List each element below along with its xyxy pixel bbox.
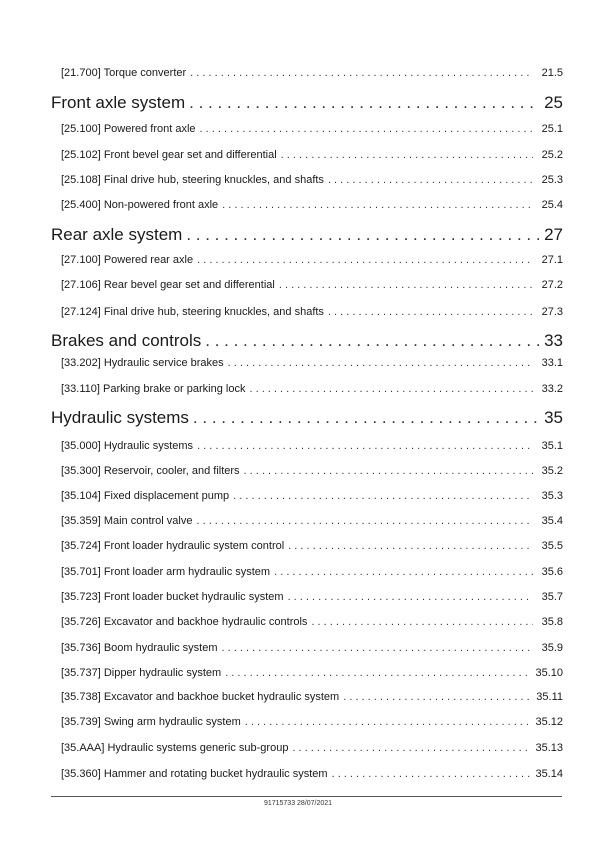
toc-leader-dots	[288, 590, 533, 604]
toc-entry-title: Brakes and controls	[51, 331, 202, 350]
toc-page-number: 35.13	[535, 742, 563, 754]
toc-entry-title: [35.723] Front loader bucket hydraulic system	[61, 591, 284, 603]
toc-leader-dots	[328, 305, 533, 319]
toc-leader-dots	[197, 439, 533, 453]
toc-page-number: 35.12	[535, 716, 563, 728]
toc-page-number: 35.4	[541, 515, 563, 527]
toc-page-number: 27.3	[541, 306, 563, 318]
toc-entry-title: [27.106] Rear bevel gear set and differential	[61, 279, 275, 291]
toc-subsection-entry[interactable]	[0, 741, 596, 755]
toc-page-number: 25.4	[541, 199, 563, 211]
toc-subsection-entry[interactable]	[0, 198, 596, 212]
toc-page-number: 35.2	[541, 465, 563, 477]
toc-leader-dots	[190, 66, 533, 80]
toc-entry-title: [25.102] Front bevel gear set and differential	[61, 149, 277, 161]
toc-subsection-entry[interactable]	[0, 356, 596, 370]
toc-subsection-entry[interactable]	[0, 690, 596, 704]
toc-leader-dots	[197, 253, 533, 267]
toc-entry-title: [35.000] Hydraulic systems	[61, 440, 194, 452]
toc-leader-dots	[225, 666, 531, 680]
toc-subsection-entry[interactable]	[0, 514, 596, 528]
toc-entry-title: [27.124] Final drive hub, steering knuckles, and shafts	[61, 306, 324, 318]
toc-subsection-entry[interactable]	[0, 122, 596, 136]
toc-entry-title: [35.726] Excavator and backhoe hydraulic controls	[61, 616, 308, 628]
toc-entry-title: [35.104] Fixed displacement pump	[61, 490, 230, 502]
toc-entry-title: [25.108] Final drive hub, steering knuckles, and shafts	[61, 174, 324, 186]
toc-page-number: 21.5	[541, 67, 563, 79]
toc-subsection-entry[interactable]	[0, 66, 596, 80]
toc-page-number: 25	[544, 93, 563, 112]
toc-page-number: 25.2	[541, 149, 563, 161]
toc-entry-title: [33.110] Parking brake or parking lock	[61, 383, 246, 395]
toc-page-number: 35.5	[541, 540, 563, 552]
toc-subsection-entry[interactable]	[0, 253, 596, 267]
toc-leader-dots	[244, 464, 533, 478]
toc-subsection-entry[interactable]	[0, 439, 596, 453]
toc-page-number: 35	[544, 408, 563, 427]
toc-leader-dots	[249, 382, 533, 396]
toc-subsection-entry[interactable]	[0, 641, 596, 655]
toc-entry-title: [35.724] Front loader hydraulic system control	[61, 540, 285, 552]
toc-entry-title: [35.AAA] Hydraulic systems generic sub-group	[61, 742, 289, 754]
toc-entry-title: [21.700] Torque converter	[61, 67, 187, 79]
toc-page-number: 33.1	[541, 357, 563, 369]
toc-entry-title: [35.300] Reservoir, cooler, and filters	[61, 465, 240, 477]
toc-leader-dots	[332, 767, 532, 781]
toc-leader-dots	[274, 565, 533, 579]
toc-section-entry[interactable]	[0, 225, 596, 245]
toc-subsection-entry[interactable]	[0, 464, 596, 478]
toc-leader-dots	[196, 514, 533, 528]
toc-entry-title: [27.100] Powered rear axle	[61, 254, 194, 266]
toc-page-number: 25.1	[541, 123, 563, 135]
toc-page-number: 35.1	[541, 440, 563, 452]
toc-leader-dots	[222, 198, 533, 212]
footer-code: 91715733 28/07/2021	[263, 800, 333, 807]
toc-entry-title: [25.100] Powered front axle	[61, 123, 196, 135]
toc-subsection-entry[interactable]	[0, 767, 596, 781]
toc-leader-dots	[233, 489, 533, 503]
toc-subsection-entry[interactable]	[0, 615, 596, 629]
toc-subsection-entry[interactable]	[0, 278, 596, 292]
toc-page-number: 35.7	[541, 591, 563, 603]
toc-page-number: 27.2	[541, 279, 563, 291]
toc-leader-dots	[328, 173, 533, 187]
toc-leader-dots	[189, 93, 539, 113]
toc-leader-dots	[200, 122, 533, 136]
toc-page-number: 35.9	[541, 642, 563, 654]
toc-leader-dots	[186, 225, 539, 245]
toc-section-entry[interactable]	[0, 408, 596, 428]
toc-leader-dots	[228, 356, 533, 370]
toc-leader-dots	[222, 641, 533, 655]
toc-page-number: 27.1	[541, 254, 563, 266]
toc-leader-dots	[279, 278, 533, 292]
toc-page-number: 35.6	[541, 566, 563, 578]
toc-subsection-entry[interactable]	[0, 565, 596, 579]
toc-page-number: 35.3	[541, 490, 563, 502]
toc-page-number: 33.2	[541, 383, 563, 395]
toc-page-number: 35.10	[535, 667, 563, 679]
toc-entry-title: [35.737] Dipper hydraulic system	[61, 667, 222, 679]
toc-leader-dots	[193, 408, 539, 428]
toc-leader-dots	[245, 715, 532, 729]
toc-entry-title: Hydraulic systems	[51, 408, 189, 427]
toc-entry-title: [35.739] Swing arm hydraulic system	[61, 716, 241, 728]
toc-subsection-entry[interactable]	[0, 666, 596, 680]
toc-leader-dots	[281, 148, 533, 162]
toc-leader-dots	[292, 741, 531, 755]
toc-entry-title: Rear axle system	[51, 225, 183, 244]
toc-page-number: 25.3	[541, 174, 563, 186]
toc-subsection-entry[interactable]	[0, 489, 596, 503]
toc-section-entry[interactable]	[0, 331, 596, 351]
toc-entry-title: [35.359] Main control valve	[61, 515, 193, 527]
toc-page-number: 27	[544, 225, 563, 244]
toc-entry-title: [35.360] Hammer and rotating bucket hydraulic system	[61, 768, 328, 780]
toc-entry-title: Front axle system	[51, 93, 186, 112]
toc-entry-title: [25.400] Non-powered front axle	[61, 199, 219, 211]
toc-leader-dots	[343, 690, 532, 704]
toc-entry-title: [35.738] Excavator and backhoe bucket hydraulic system	[61, 691, 340, 703]
toc-page-number: 35.11	[536, 691, 563, 703]
toc-leader-dots	[311, 615, 533, 629]
toc-leader-dots	[205, 331, 539, 351]
toc-subsection-entry[interactable]	[0, 173, 596, 187]
toc-subsection-entry[interactable]	[0, 590, 596, 604]
toc-entry-title: [35.701] Front loader arm hydraulic system	[61, 566, 271, 578]
toc-subsection-entry[interactable]	[0, 382, 596, 396]
toc-page-number: 35.14	[535, 768, 563, 780]
toc-subsection-entry[interactable]	[0, 539, 596, 553]
toc-subsection-entry[interactable]	[0, 305, 596, 319]
toc-leader-dots	[288, 539, 533, 553]
toc-entry-title: [33.202] Hydraulic service brakes	[61, 357, 224, 369]
toc-page-number: 35.8	[541, 616, 563, 628]
toc-subsection-entry[interactable]	[0, 148, 596, 162]
toc-page-number: 33	[544, 331, 563, 350]
footer-divider	[51, 796, 562, 797]
toc-entry-title: [35.736] Boom hydraulic system	[61, 642, 218, 654]
toc-subsection-entry[interactable]	[0, 715, 596, 729]
toc-section-entry[interactable]	[0, 93, 596, 113]
